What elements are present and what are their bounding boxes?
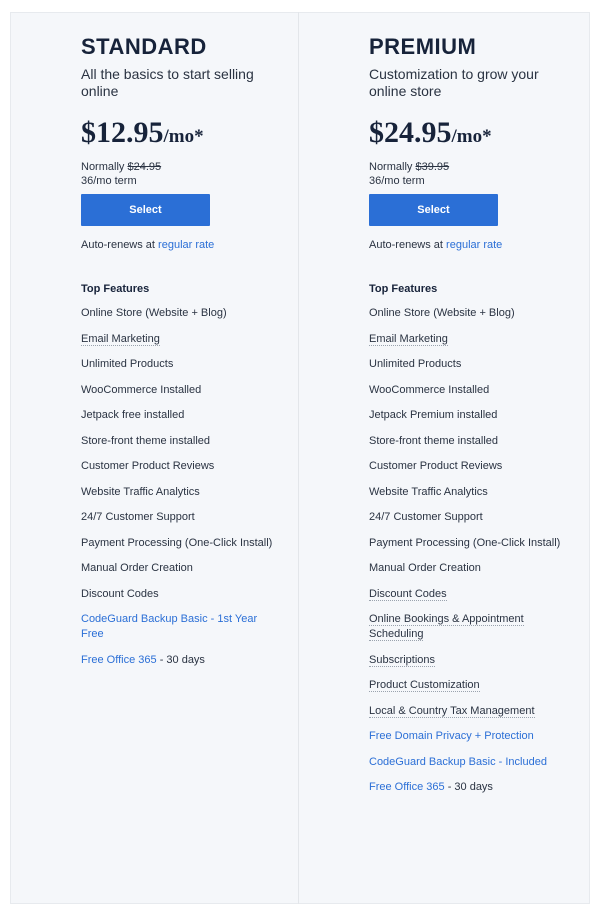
select-premium-button[interactable]: Select [369, 194, 498, 226]
select-standard-button[interactable]: Select [81, 194, 210, 226]
feature-tooltip[interactable]: Local & Country Tax Management [369, 704, 535, 717]
feature-item: Manual Order Creation [369, 562, 481, 574]
feature-tooltip[interactable]: Discount Codes [369, 587, 447, 600]
normally-label: Normally [81, 161, 125, 173]
feature-item [81, 332, 281, 347]
feature-item: Unlimited Products [81, 358, 174, 370]
feature-item: Store-front theme installed [81, 434, 211, 447]
feature-tooltip[interactable]: Subscriptions [369, 653, 436, 666]
plan-name: STANDARD [81, 34, 207, 59]
features-title: Top Features [81, 283, 150, 295]
feature-item: Customer Product Reviews [369, 460, 503, 472]
feature-item [369, 332, 569, 347]
plan-standard [81, 33, 281, 678]
feature-item [81, 612, 281, 642]
autorenew-note [369, 238, 569, 252]
regular-rate-link[interactable]: regular rate [446, 239, 503, 251]
feature-item: Payment Processing (One-Click Install) [369, 536, 561, 549]
feature-item: Website Traffic Analytics [369, 485, 488, 498]
autorenew-text: Auto-renews at [81, 239, 155, 251]
normal-price [369, 160, 569, 174]
price-period: /mo* [163, 126, 204, 147]
normally-label: Normally [369, 161, 413, 173]
feature-item: 24/7 Customer Support [81, 511, 195, 523]
feature-item: Unlimited Products [369, 358, 462, 370]
feature-item: Online Store (Website + Blog) [369, 307, 515, 319]
price-amount: $12.95 [81, 116, 164, 149]
feature-item: Customer Product Reviews [81, 460, 215, 472]
features-title: Top Features [369, 283, 438, 295]
normal-price [81, 160, 281, 174]
codeguard-link[interactable]: CodeGuard Backup Basic - 1st Year Free [81, 613, 258, 640]
plan-price [369, 113, 569, 158]
original-price: $39.95 [415, 161, 450, 173]
office365-link[interactable]: Free Office 365 [369, 781, 445, 793]
feature-item: Website Traffic Analytics [81, 485, 200, 498]
plan-premium [369, 33, 569, 806]
feature-item: WooCommerce Installed [369, 383, 490, 396]
plan-tagline: Customization to grow your online store [369, 66, 539, 99]
feature-item: Jetpack free installed [81, 409, 185, 421]
feature-tooltip[interactable]: Email Marketing [369, 332, 448, 345]
feature-item [81, 653, 281, 668]
feature-item: WooCommerce Installed [81, 383, 202, 396]
price-amount: $24.95 [369, 116, 452, 149]
feature-tooltip[interactable]: Product Customization [369, 679, 480, 691]
feature-item [369, 587, 569, 602]
regular-rate-link[interactable]: regular rate [158, 239, 215, 251]
domain-privacy-link[interactable]: Free Domain Privacy + Protection [369, 730, 534, 742]
feature-tooltip[interactable]: Email Marketing [81, 332, 160, 345]
plan-tagline: All the basics to start selling online [81, 66, 254, 99]
term-length: 36/mo term [81, 175, 137, 187]
feature-item [369, 653, 569, 668]
feature-item: Jetpack Premium installed [369, 409, 498, 421]
features-list [369, 306, 569, 795]
feature-item: Discount Codes [81, 587, 159, 600]
feature-item: Payment Processing (One-Click Install) [81, 536, 273, 549]
plan-name: PREMIUM [369, 34, 477, 59]
feature-item [369, 678, 569, 693]
feature-item: Online Store (Website + Blog) [81, 307, 227, 319]
office365-duration: - 30 days [447, 781, 493, 793]
office365-duration: - 30 days [159, 653, 205, 666]
office365-link[interactable]: Free Office 365 [81, 653, 157, 666]
feature-item: Manual Order Creation [81, 562, 193, 574]
original-price: $24.95 [127, 161, 162, 173]
column-divider [298, 12, 299, 904]
feature-item: 24/7 Customer Support [369, 511, 483, 523]
autorenew-note [81, 238, 281, 252]
codeguard-link[interactable]: CodeGuard Backup Basic - Included [369, 755, 547, 768]
features-list [81, 306, 281, 668]
feature-item [369, 755, 569, 770]
term-length: 36/mo term [369, 175, 425, 187]
feature-item [369, 612, 569, 642]
autorenew-text: Auto-renews at [369, 239, 443, 251]
feature-item [369, 729, 569, 744]
feature-item [369, 780, 569, 795]
feature-item [369, 704, 569, 719]
feature-tooltip[interactable]: Online Bookings & Appointment Scheduling [369, 613, 524, 640]
feature-item: Store-front theme installed [369, 434, 499, 447]
price-period: /mo* [451, 126, 492, 147]
plan-price [81, 113, 281, 158]
